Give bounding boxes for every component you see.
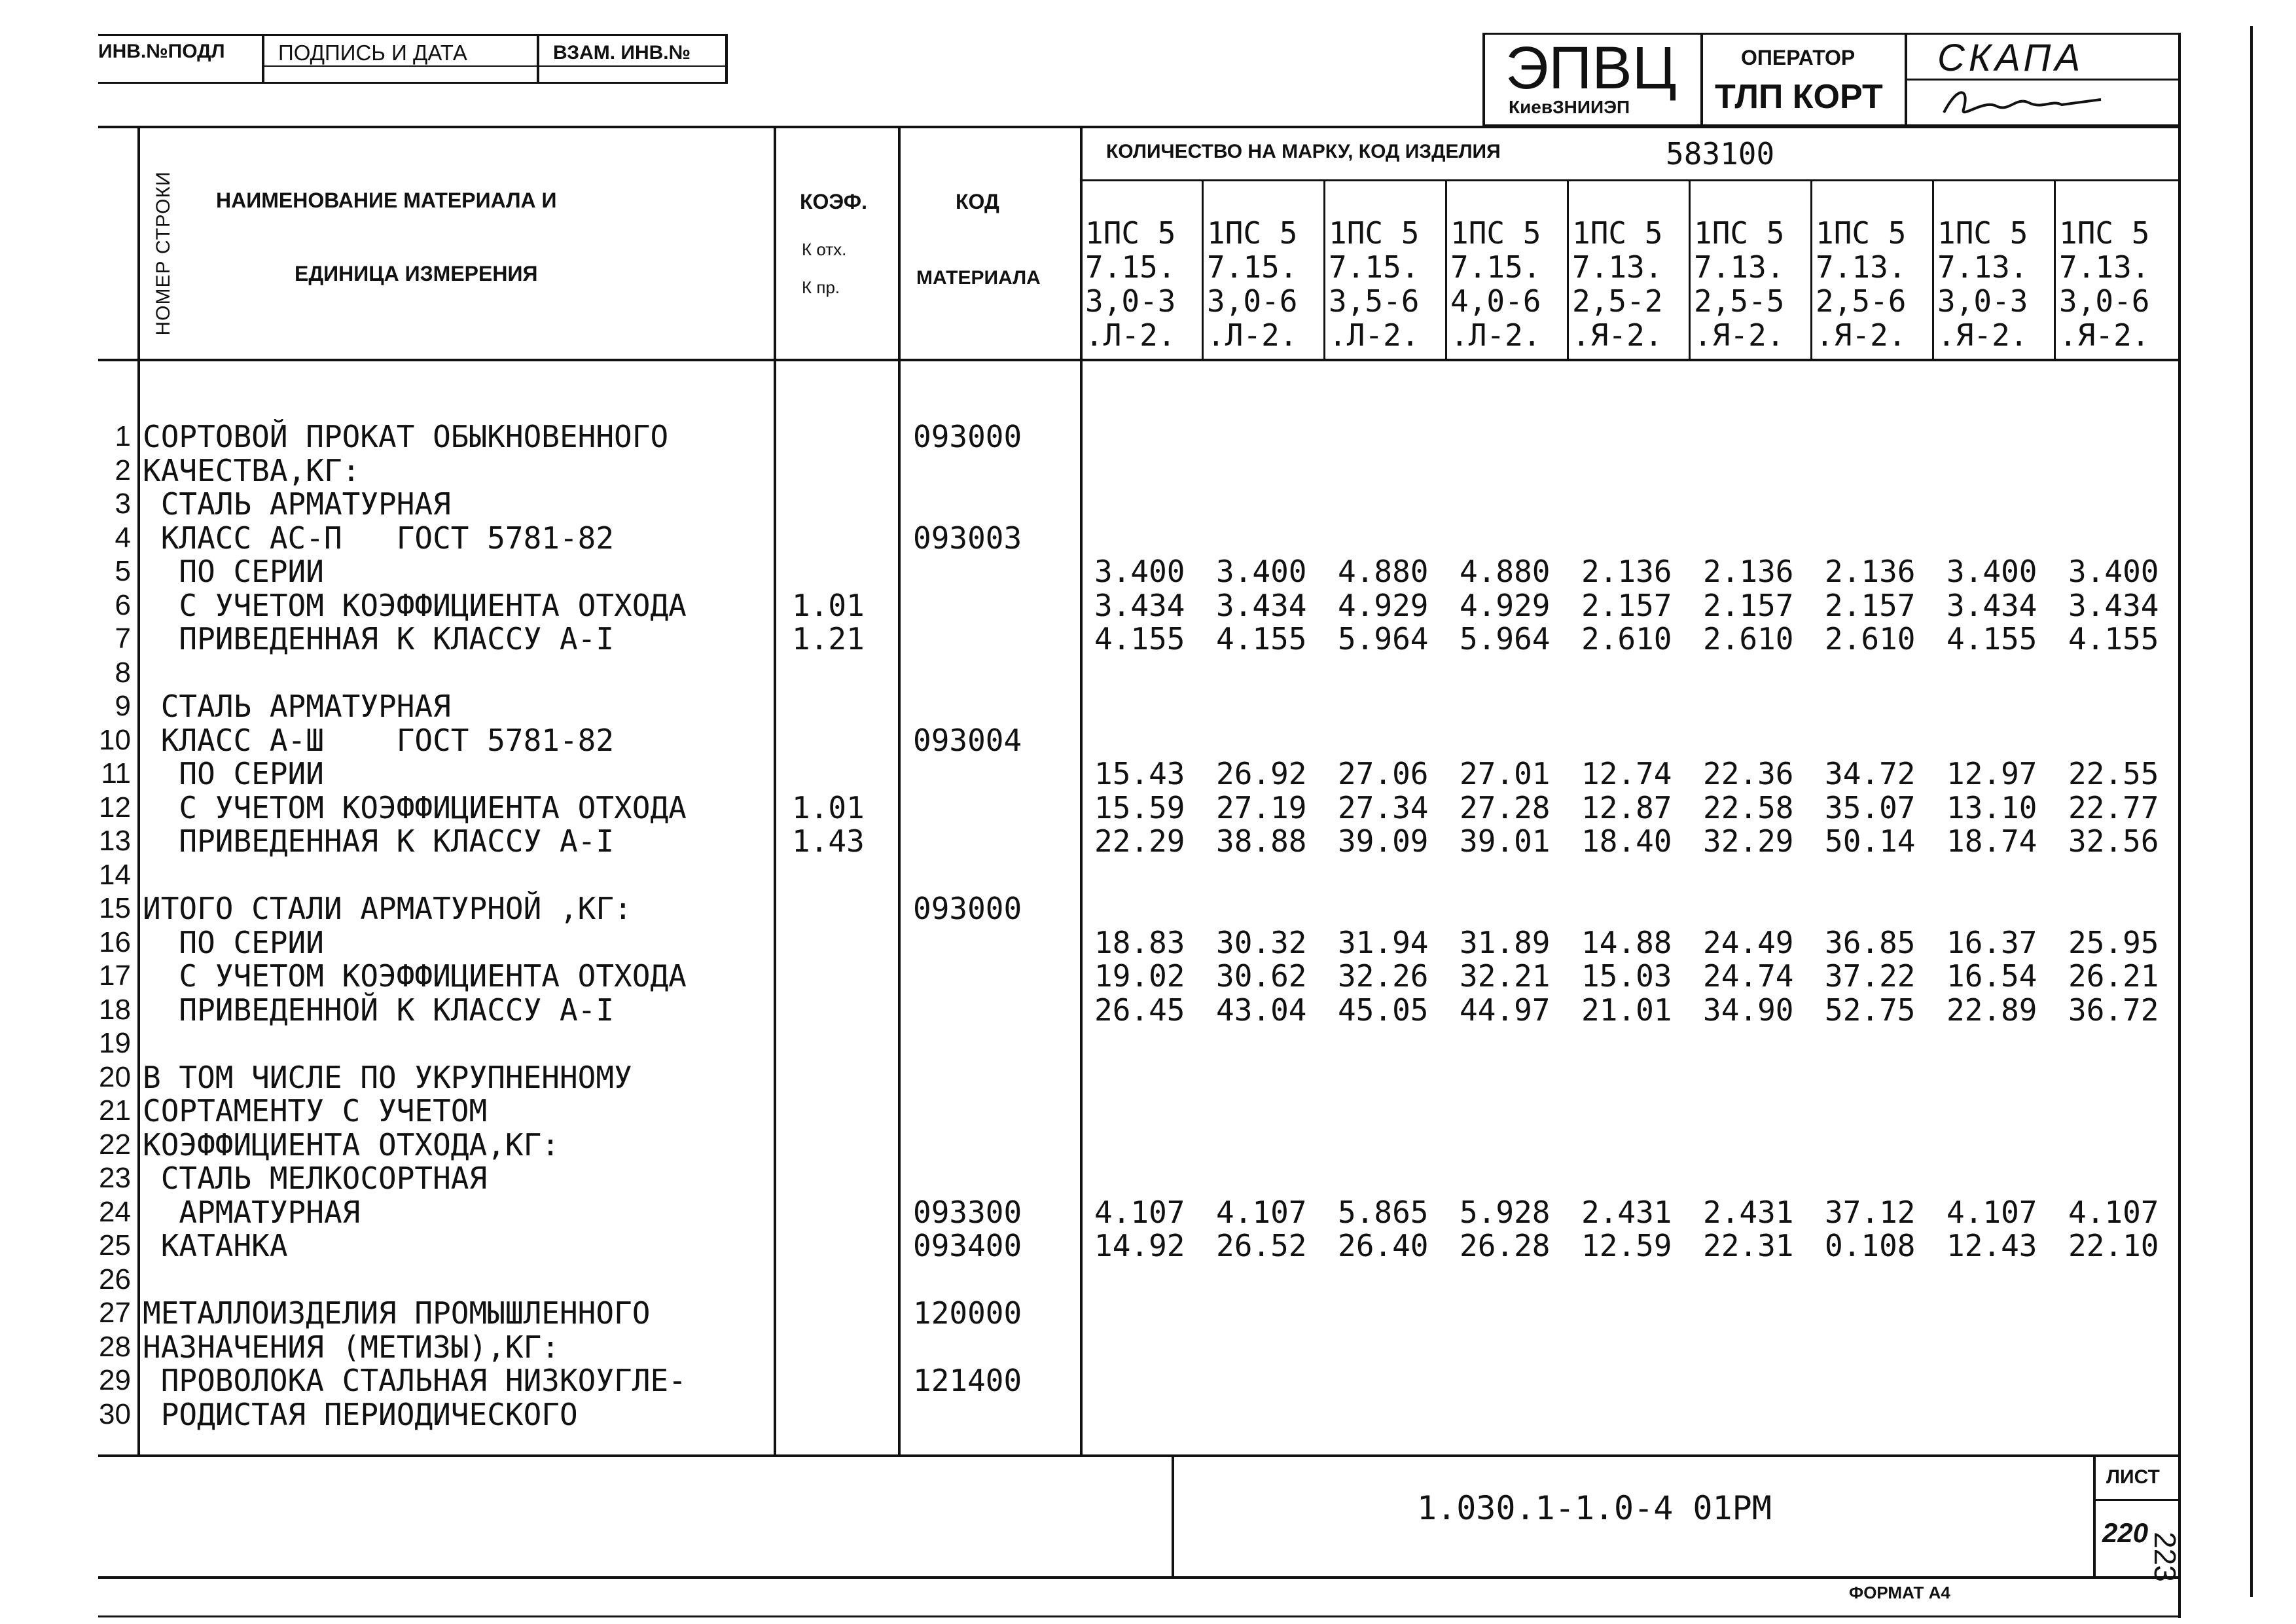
footer-left-line	[1172, 1454, 1174, 1579]
vzam-inv-label: ВЗАМ. ИНВ.№	[553, 42, 691, 63]
quantity-value: 4.155	[1946, 621, 2037, 657]
quantity-value: 3.400	[1094, 554, 1185, 589]
quantity-value: 2.157	[1703, 587, 1794, 623]
row-number: 24	[99, 1195, 131, 1228]
quantity-header-line	[1080, 179, 2179, 181]
mark-header: 1ПС 5 7.13. 3,0-3 .Я-2.	[1937, 215, 2028, 353]
material-name: АРМАТУРНАЯ	[143, 1194, 361, 1230]
quantity-value: 14.92	[1094, 1228, 1185, 1263]
quantity-value: 30.62	[1216, 958, 1307, 994]
row-number: 28	[99, 1330, 131, 1363]
inv-podl-label: ИНВ.№ПОДЛ	[98, 41, 225, 62]
quantity-value: 12.74	[1581, 756, 1672, 791]
row-number: 21	[99, 1094, 131, 1127]
stamp-top-line	[98, 34, 726, 36]
quantity-value: 52.75	[1825, 992, 1916, 1028]
material-code: 093400	[913, 1228, 1022, 1263]
row-number: 3	[115, 488, 131, 520]
quantity-value: 21.01	[1581, 992, 1672, 1028]
material-name: КЛАСС А-Ш ГОСТ 5781-82	[143, 722, 615, 758]
quantity-value: 39.01	[1460, 823, 1551, 859]
material-code: 093000	[913, 891, 1022, 926]
row-number: 25	[99, 1229, 131, 1261]
material-name: ПРИВЕДЕННОЙ К КЛАССУ А-I	[143, 992, 615, 1028]
row-number: 13	[99, 825, 131, 857]
quantity-value: 4.880	[1338, 554, 1429, 589]
quantity-value: 19.02	[1094, 958, 1185, 994]
quantity-value: 2.431	[1703, 1194, 1794, 1230]
quantity-value: 2.610	[1825, 621, 1916, 657]
quantity-value: 3.434	[1946, 587, 2037, 623]
format-label: ФОРМАТ А4	[1849, 1583, 1950, 1602]
quantity-value: 2.431	[1581, 1194, 1672, 1230]
quantity-value: 22.58	[1703, 789, 1794, 825]
quantity-value: 37.12	[1825, 1194, 1916, 1230]
operator-label: ОПЕРАТОР	[1741, 46, 1856, 69]
row-number: 10	[99, 723, 131, 756]
quantity-value: 34.72	[1825, 756, 1916, 791]
row-number: 17	[99, 960, 131, 992]
footer-bottom-2	[98, 1615, 2179, 1617]
quantity-value: 50.14	[1825, 823, 1916, 859]
quantity-value: 14.88	[1581, 924, 1672, 960]
quantity-value: 16.37	[1946, 924, 2037, 960]
quantity-value: 3.434	[2068, 587, 2159, 623]
material-name: С УЧЕТОМ КОЭФФИЦИЕНТА ОТХОДА	[143, 587, 687, 623]
quantity-value: 27.06	[1338, 756, 1429, 791]
material-name: КАЧЕСТВА,КГ:	[143, 452, 361, 488]
material-code: 093000	[913, 419, 1022, 454]
col-line-coef	[898, 126, 901, 1456]
row-number: 5	[115, 555, 131, 587]
page-right-border	[2250, 26, 2253, 1597]
quantity-value: 32.29	[1703, 823, 1794, 859]
quantity-value: 26.21	[2068, 958, 2159, 994]
org-block-left	[1482, 33, 1485, 126]
quantity-value: 43.04	[1216, 992, 1307, 1028]
org-block-div-1	[1700, 33, 1703, 126]
quantity-value: 12.43	[1946, 1228, 2037, 1263]
material-code: 121400	[913, 1363, 1022, 1398]
quantity-value: 2.610	[1581, 621, 1672, 657]
quantity-value: 2.157	[1825, 587, 1916, 623]
material-header-line1: НАИМЕНОВАНИЕ МАТЕРИАЛА И	[216, 189, 557, 212]
row-number: 20	[99, 1060, 131, 1093]
material-name: КАТАНКА	[143, 1228, 288, 1263]
operator-value: ТЛП КОРТ	[1715, 78, 1883, 116]
product-code: 583100	[1666, 136, 1775, 171]
podpis-data-label: ПОДПИСЬ И ДАТА	[278, 41, 467, 65]
mark-sep	[1810, 181, 1812, 360]
quantity-value: 4.107	[1216, 1194, 1307, 1230]
mark-header: 1ПС 5 7.15. 3,0-3 .Л-2.	[1085, 215, 1176, 353]
quantity-value: 4.929	[1338, 587, 1429, 623]
mark-sep	[1567, 181, 1569, 360]
row-number: 15	[99, 892, 131, 924]
material-code: 093300	[913, 1194, 1022, 1230]
quantity-value: 44.97	[1460, 992, 1551, 1028]
quantity-value: 32.56	[2068, 823, 2159, 859]
row-number: 6	[115, 588, 131, 621]
row-number: 8	[115, 656, 131, 689]
sheet-number: 220	[2102, 1517, 2149, 1548]
quantity-value: 2.136	[1581, 554, 1672, 589]
quantity-value: 18.83	[1094, 924, 1185, 960]
quantity-value: 27.19	[1216, 789, 1307, 825]
row-number: 2	[115, 454, 131, 486]
quantity-value: 24.49	[1703, 924, 1794, 960]
coef-value: 1.01	[792, 789, 865, 825]
coef-value: 1.21	[792, 621, 865, 657]
quantity-value: 22.55	[2068, 756, 2159, 791]
quantity-value: 12.59	[1581, 1228, 1672, 1263]
quantity-value: 27.01	[1460, 756, 1551, 791]
stamp-bottom-line	[98, 82, 726, 84]
row-number: 27	[99, 1297, 131, 1329]
coef-value: 1.43	[792, 823, 865, 859]
mark-header: 1ПС 5 7.13. 3,0-6 .Я-2.	[2059, 215, 2150, 353]
quantity-value: 24.74	[1703, 958, 1794, 994]
row-number: 9	[115, 690, 131, 722]
quantity-value: 26.40	[1338, 1228, 1429, 1263]
quantity-value: 27.28	[1460, 789, 1551, 825]
coef-value: 1.01	[792, 587, 865, 623]
quantity-value: 4.880	[1460, 554, 1551, 589]
row-number: 18	[99, 993, 131, 1026]
material-name: КЛАСС АС-П ГОСТ 5781-82	[143, 520, 615, 556]
material-name: РОДИСТАЯ ПЕРИОДИЧЕСКОГО	[143, 1396, 578, 1432]
system-name: СКАПА	[1937, 37, 2085, 79]
quantity-value: 25.95	[2068, 924, 2159, 960]
row-number: 22	[99, 1128, 131, 1161]
quantity-value: 36.85	[1825, 924, 1916, 960]
quantity-value: 26.45	[1094, 992, 1185, 1028]
quantity-value: 4.107	[1094, 1194, 1185, 1230]
quantity-value: 39.09	[1338, 823, 1429, 859]
row-number: 14	[99, 858, 131, 891]
material-name: ПО СЕРИИ	[143, 554, 324, 589]
material-name: ПО СЕРИИ	[143, 924, 324, 960]
page-side-number: 223	[2148, 1532, 2182, 1582]
row-number: 29	[99, 1364, 131, 1396]
material-code: 093003	[913, 520, 1022, 556]
quantity-value: 18.40	[1581, 823, 1672, 859]
mark-sep	[1323, 181, 1325, 360]
material-name: С УЧЕТОМ КОЭФФИЦИЕНТА ОТХОДА	[143, 789, 687, 825]
quantity-value: 3.400	[1216, 554, 1307, 589]
mark-header: 1ПС 5 7.13. 2,5-6 .Я-2.	[1816, 215, 1907, 353]
quantity-value: 3.434	[1094, 587, 1185, 623]
col-line-name	[774, 126, 776, 1456]
stamp-div-2	[537, 34, 539, 84]
quantity-value: 22.77	[2068, 789, 2159, 825]
org-sub-name: КиевЗНИИЭП	[1509, 97, 1630, 117]
quantity-value: 12.97	[1946, 756, 2037, 791]
material-name: В ТОМ ЧИСЛЕ ПО УКРУПНЕННОМУ	[143, 1059, 632, 1095]
col-line-code	[1080, 126, 1083, 1456]
doc-code: 1.030.1-1.0-4 01РМ	[1417, 1489, 1772, 1527]
row-number: 19	[99, 1027, 131, 1059]
row-number: 30	[99, 1398, 131, 1430]
material-name: ПО СЕРИИ	[143, 756, 324, 791]
row-number-header: НОМЕР СТРОКИ	[152, 171, 174, 336]
material-name: ИТОГО СТАЛИ АРМАТУРНОЙ ,КГ:	[143, 891, 632, 926]
quantity-value: 4.155	[1094, 621, 1185, 657]
quantity-value: 3.400	[2068, 554, 2159, 589]
mark-header: 1ПС 5 7.13. 2,5-5 .Я-2.	[1694, 215, 1785, 353]
mark-header: 1ПС 5 7.15. 4,0-6 .Л-2.	[1450, 215, 1541, 353]
quantity-value: 3.400	[1946, 554, 2037, 589]
mark-sep	[1932, 181, 1934, 360]
quantity-value: 15.03	[1581, 958, 1672, 994]
row-number: 26	[99, 1263, 131, 1295]
org-name: ЭПВЦ	[1505, 35, 1677, 101]
row-number: 12	[99, 791, 131, 823]
header-bottom	[98, 359, 2179, 361]
material-code: 120000	[913, 1295, 1022, 1331]
quantity-value: 22.31	[1703, 1228, 1794, 1263]
quantity-header: КОЛИЧЕСТВО НА МАРКУ, КОД ИЗДЕЛИЯ	[1106, 141, 1501, 162]
quantity-value: 22.89	[1946, 992, 2037, 1028]
material-name: СОРТОВОЙ ПРОКАТ ОБЫКНОВЕННОГО	[143, 419, 669, 454]
quantity-value: 13.10	[1946, 789, 2037, 825]
material-code: 093004	[913, 722, 1022, 758]
footer-sheet-line	[2093, 1454, 2096, 1579]
quantity-value: 5.865	[1338, 1194, 1429, 1230]
table-top	[98, 126, 2179, 128]
material-name: С УЧЕТОМ КОЭФФИЦИЕНТА ОТХОДА	[143, 958, 687, 994]
col-line-rownum	[137, 126, 140, 1456]
quantity-value: 12.87	[1581, 789, 1672, 825]
material-name: СТАЛЬ МЕЛКОСОРТНАЯ	[143, 1161, 488, 1196]
quantity-value: 22.10	[2068, 1228, 2159, 1263]
quantity-value: 2.136	[1703, 554, 1794, 589]
quantity-value: 22.36	[1703, 756, 1794, 791]
quantity-value: 32.26	[1338, 958, 1429, 994]
coef-k-otx: К отх.	[802, 240, 847, 259]
material-name: МЕТАЛЛОИЗДЕЛИЯ ПРОМЫШЛЕННОГО	[143, 1295, 651, 1331]
coef-header: КОЭФ.	[800, 190, 867, 213]
quantity-value: 38.88	[1216, 823, 1307, 859]
mark-sep	[1689, 181, 1691, 360]
quantity-value: 5.964	[1460, 621, 1551, 657]
quantity-value: 30.32	[1216, 924, 1307, 960]
quantity-value: 26.52	[1216, 1228, 1307, 1263]
mark-sep	[1445, 181, 1447, 360]
quantity-value: 2.136	[1825, 554, 1916, 589]
quantity-value: 4.107	[1946, 1194, 2037, 1230]
quantity-value: 26.92	[1216, 756, 1307, 791]
material-name: ПРИВЕДЕННАЯ К КЛАССУ А-I	[143, 823, 615, 859]
material-name: СТАЛЬ АРМАТУРНАЯ	[143, 689, 451, 724]
quantity-value: 32.21	[1460, 958, 1551, 994]
quantity-value: 5.928	[1460, 1194, 1551, 1230]
quantity-value: 4.155	[1216, 621, 1307, 657]
row-number: 4	[115, 521, 131, 554]
quantity-value: 4.155	[2068, 621, 2159, 657]
material-name: КОЭФФИЦИЕНТА ОТХОДА,КГ:	[143, 1127, 560, 1163]
stamp-mid-line	[262, 65, 726, 67]
material-header-line2: ЕДИНИЦА ИЗМЕРЕНИЯ	[295, 262, 538, 285]
material-name: СТАЛЬ АРМАТУРНАЯ	[143, 486, 451, 522]
col-line-right	[2178, 126, 2181, 1456]
quantity-value: 26.28	[1460, 1228, 1551, 1263]
quantity-value: 31.94	[1338, 924, 1429, 960]
coef-k-pr: К пр.	[802, 278, 840, 297]
mark-header: 1ПС 5 7.13. 2,5-2 .Я-2.	[1572, 215, 1663, 353]
footer-sheet-sep	[2093, 1499, 2178, 1501]
row-number: 1	[115, 420, 131, 452]
quantity-value: 27.34	[1338, 789, 1429, 825]
quantity-value: 4.929	[1460, 587, 1551, 623]
code-header: КОД	[956, 190, 999, 213]
row-number: 7	[115, 623, 131, 655]
table-bottom	[98, 1454, 2179, 1457]
quantity-value: 2.610	[1703, 621, 1794, 657]
quantity-value: 16.54	[1946, 958, 2037, 994]
quantity-value: 0.108	[1825, 1228, 1916, 1263]
quantity-value: 36.72	[2068, 992, 2159, 1028]
quantity-value: 15.43	[1094, 756, 1185, 791]
quantity-value: 45.05	[1338, 992, 1429, 1028]
sheet-label: ЛИСТ	[2106, 1466, 2160, 1488]
quantity-value: 2.157	[1581, 587, 1672, 623]
signature-mark	[1937, 80, 2108, 126]
quantity-value: 31.89	[1460, 924, 1551, 960]
stamp-div-3	[725, 34, 728, 84]
mark-header: 1ПС 5 7.15. 3,0-6 .Л-2.	[1207, 215, 1298, 353]
quantity-value: 15.59	[1094, 789, 1185, 825]
quantity-value: 37.22	[1825, 958, 1916, 994]
mark-header: 1ПС 5 7.15. 3,5-6 .Л-2.	[1329, 215, 1420, 353]
row-number: 23	[99, 1162, 131, 1194]
quantity-value: 3.434	[1216, 587, 1307, 623]
footer-bottom	[98, 1576, 2179, 1579]
mark-sep	[1202, 181, 1204, 360]
material-name: ПРИВЕДЕННАЯ К КЛАССУ А-I	[143, 621, 615, 657]
quantity-value: 4.107	[2068, 1194, 2159, 1230]
quantity-value: 18.74	[1946, 823, 2037, 859]
material-name: НАЗНАЧЕНИЯ (МЕТИЗЫ),КГ:	[143, 1329, 560, 1365]
material-name: СОРТАМЕНТУ С УЧЕТОМ	[143, 1093, 488, 1128]
code-header-sub: МАТЕРИАЛА	[916, 267, 1041, 289]
quantity-value: 34.90	[1703, 992, 1794, 1028]
mark-sep	[2054, 181, 2056, 360]
material-name: ПРОВОЛОКА СТАЛЬНАЯ НИЗКОУГЛЕ-	[143, 1363, 687, 1398]
row-number: 11	[101, 757, 131, 789]
quantity-value: 22.29	[1094, 823, 1185, 859]
row-number: 16	[99, 926, 131, 958]
quantity-value: 5.964	[1338, 621, 1429, 657]
stamp-div-1	[262, 34, 264, 84]
quantity-value: 35.07	[1825, 789, 1916, 825]
